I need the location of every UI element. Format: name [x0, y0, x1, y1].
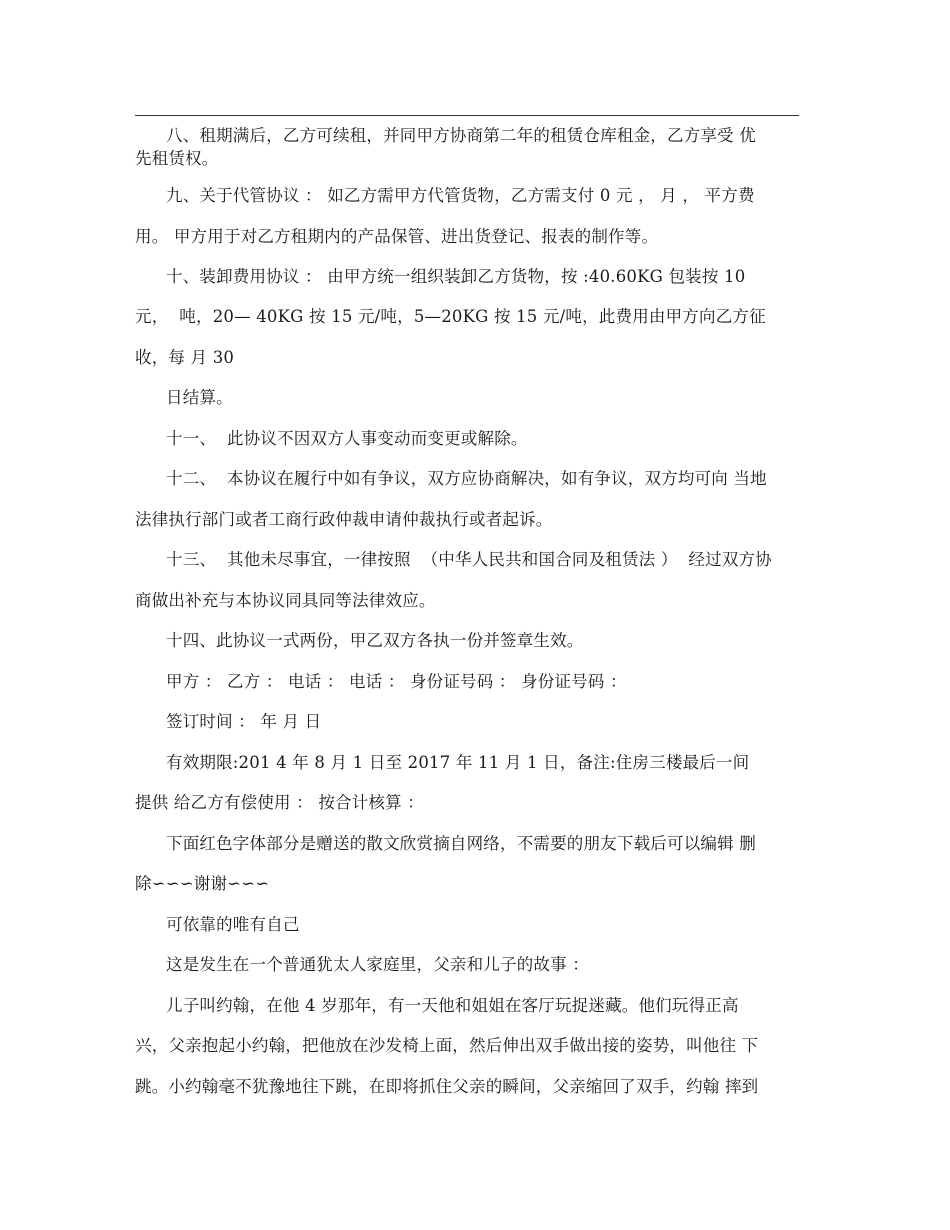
- paragraph-line: 商做出补充与本协议同具同等法律效应。: [135, 591, 436, 610]
- paragraph-line: 收，每 月 30: [135, 348, 235, 367]
- paragraph-line: 提供 给乙方有偿使用 ： 按合计核算 ：: [135, 793, 424, 812]
- paragraph-line: 用。 甲方用于对乙方租期内的产品保管、进出货登记、报表的制作等。: [135, 227, 659, 246]
- paragraph-line: 十三、 其他未尽事宜，一律按照 （中华人民共和国合同及租赁法 ） 经过双方协: [166, 550, 772, 569]
- paragraph-line: 十一、 此协议不因双方人事变动而变更或解除。: [166, 429, 528, 448]
- paragraph-line: 八、租期满后，乙方可续租，并同甲方协商第二年的租赁仓库租金，乙方享受 优: [166, 126, 756, 145]
- paragraph-line: 跳。小约翰毫不犹豫地往下跳，在即将抓住父亲的瞬间，父亲缩回了双手，约翰 摔到: [135, 1077, 759, 1096]
- paragraph-line: 十二、 本协议在履行中如有争议，双方应协商解决，如有争议，双方均可向 当地: [166, 469, 767, 488]
- paragraph-line: 九、关于代管协议 ： 如乙方需甲方代管货物，乙方需支付 0 元 ， 月 ， 平方费: [166, 186, 755, 205]
- signing-date-line: 签订时间 ： 年 月 日: [166, 712, 322, 731]
- paragraph-line: 除∽∽∽谢谢∽∽∽: [135, 874, 270, 893]
- paragraph-line: 有效期限:201 4 年 8 月 1 日至 2017 年 11 月 1 日，备注:住房三楼最后一间: [166, 753, 750, 772]
- paragraph-line: 这是发生在一个普通犹太人家庭里，父亲和儿子的故事 ：: [166, 955, 589, 974]
- paragraph-line: 法律执行部门或者工商行政仲裁申请仲裁执行或者起诉。: [135, 510, 553, 529]
- essay-title: 可依靠的唯有自己: [166, 915, 300, 934]
- signature-fields-line: 甲方 ： 乙方 ： 电话 ： 电话 ： 身份证号码 ： 身份证号码 ：: [166, 672, 627, 691]
- paragraph-line: 下面红色字体部分是赠送的散文欣赏摘自网络，不需要的朋友下载后可以编辑 删: [166, 834, 756, 853]
- paragraph-line: 日结算。: [166, 388, 233, 407]
- header-divider: [135, 115, 799, 116]
- paragraph-line: 先租赁权。: [135, 149, 219, 168]
- paragraph-line: 十、装卸费用协议 ： 由甲方统一组织装卸乙方货物，按 :40.60KG 包装按 10: [166, 267, 746, 286]
- paragraph-line: 儿子叫约翰，在他 4 岁那年，有一天他和姐姐在客厅玩捉迷藏。他们玩得正高: [166, 996, 739, 1015]
- paragraph-line: 兴，父亲抱起小约翰，把他放在沙发椅上面，然后伸出双手做出接的姿势，叫他往 下: [135, 1036, 759, 1055]
- paragraph-line: 十四、此协议一式两份，甲乙双方各执一份并签章生效。: [166, 631, 584, 650]
- paragraph-line: 元， 吨，20— 40KG 按 15 元/吨，5—20KG 按 15 元/吨，此费用由甲方向乙方征: [135, 307, 766, 326]
